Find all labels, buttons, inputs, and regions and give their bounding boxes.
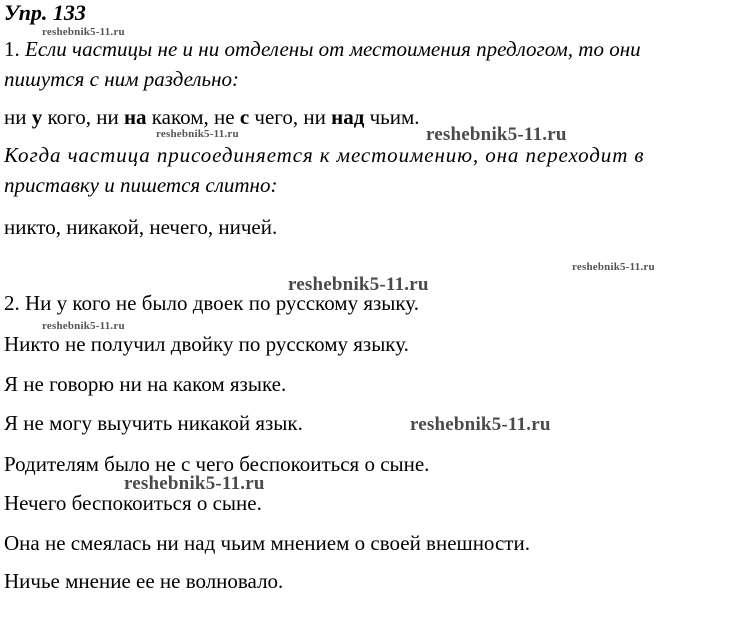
sentence-5: Родителям было не с чего беспокоиться о сыне.: [4, 452, 430, 476]
sentence-4: Я не могу выучить никакой язык.: [4, 411, 303, 435]
watermark-7: reshebnik5-11.ru: [410, 414, 551, 435]
example-text: чьим.: [364, 105, 420, 129]
example2: никто, никакой, нечего, ничей.: [4, 215, 278, 239]
rule1-line2: пишутся с ним раздельно:: [4, 67, 240, 91]
example-text: чего, ни: [249, 105, 332, 129]
watermark-2: reshebnik5-11.ru: [156, 128, 239, 140]
rule2-line1: Когда частица присоединяется к местоимению, она переходит в: [4, 143, 645, 167]
watermark-1: reshebnik5-11.ru: [42, 26, 125, 38]
example-text: каком, не: [146, 105, 240, 129]
rule1-line1: [4, 36, 641, 62]
sentence-1: 2. Ни у кого не было двоек по русскому языку.: [4, 291, 419, 315]
sentence-6: Нечего беспокоиться о сыне.: [4, 491, 262, 515]
sentence-7: Она не смеялась ни над чьим мнением о своей внешности.: [4, 531, 530, 555]
example-text: кого, ни: [42, 105, 124, 129]
watermark-8: reshebnik5-11.ru: [124, 473, 265, 494]
section1-number: 1.: [4, 37, 20, 61]
watermark-5: reshebnik5-11.ru: [288, 274, 429, 295]
sentence-3: Я не говорю ни на каком языке.: [4, 372, 287, 396]
example1: [4, 104, 420, 130]
sentence-8: Ничье мнение ее не волновало.: [4, 569, 284, 593]
sentence-2: Никто не получил двойку по русскому языку.: [4, 332, 409, 356]
rule1-text: Если частицы не и ни отделены от местоимения предлогом, то они: [25, 37, 641, 61]
rule2-line2: приставку и пишется слитно:: [4, 173, 278, 197]
watermark-4: reshebnik5-11.ru: [572, 261, 655, 273]
preposition-bold: над: [331, 105, 365, 129]
preposition-bold: с: [239, 105, 250, 129]
preposition-bold: у: [31, 105, 43, 129]
preposition-bold: на: [123, 105, 147, 129]
watermark-6: reshebnik5-11.ru: [42, 320, 125, 332]
watermark-3: reshebnik5-11.ru: [426, 124, 567, 145]
exercise-title: Упр. 133: [4, 0, 86, 25]
example-text: ни: [4, 105, 32, 129]
